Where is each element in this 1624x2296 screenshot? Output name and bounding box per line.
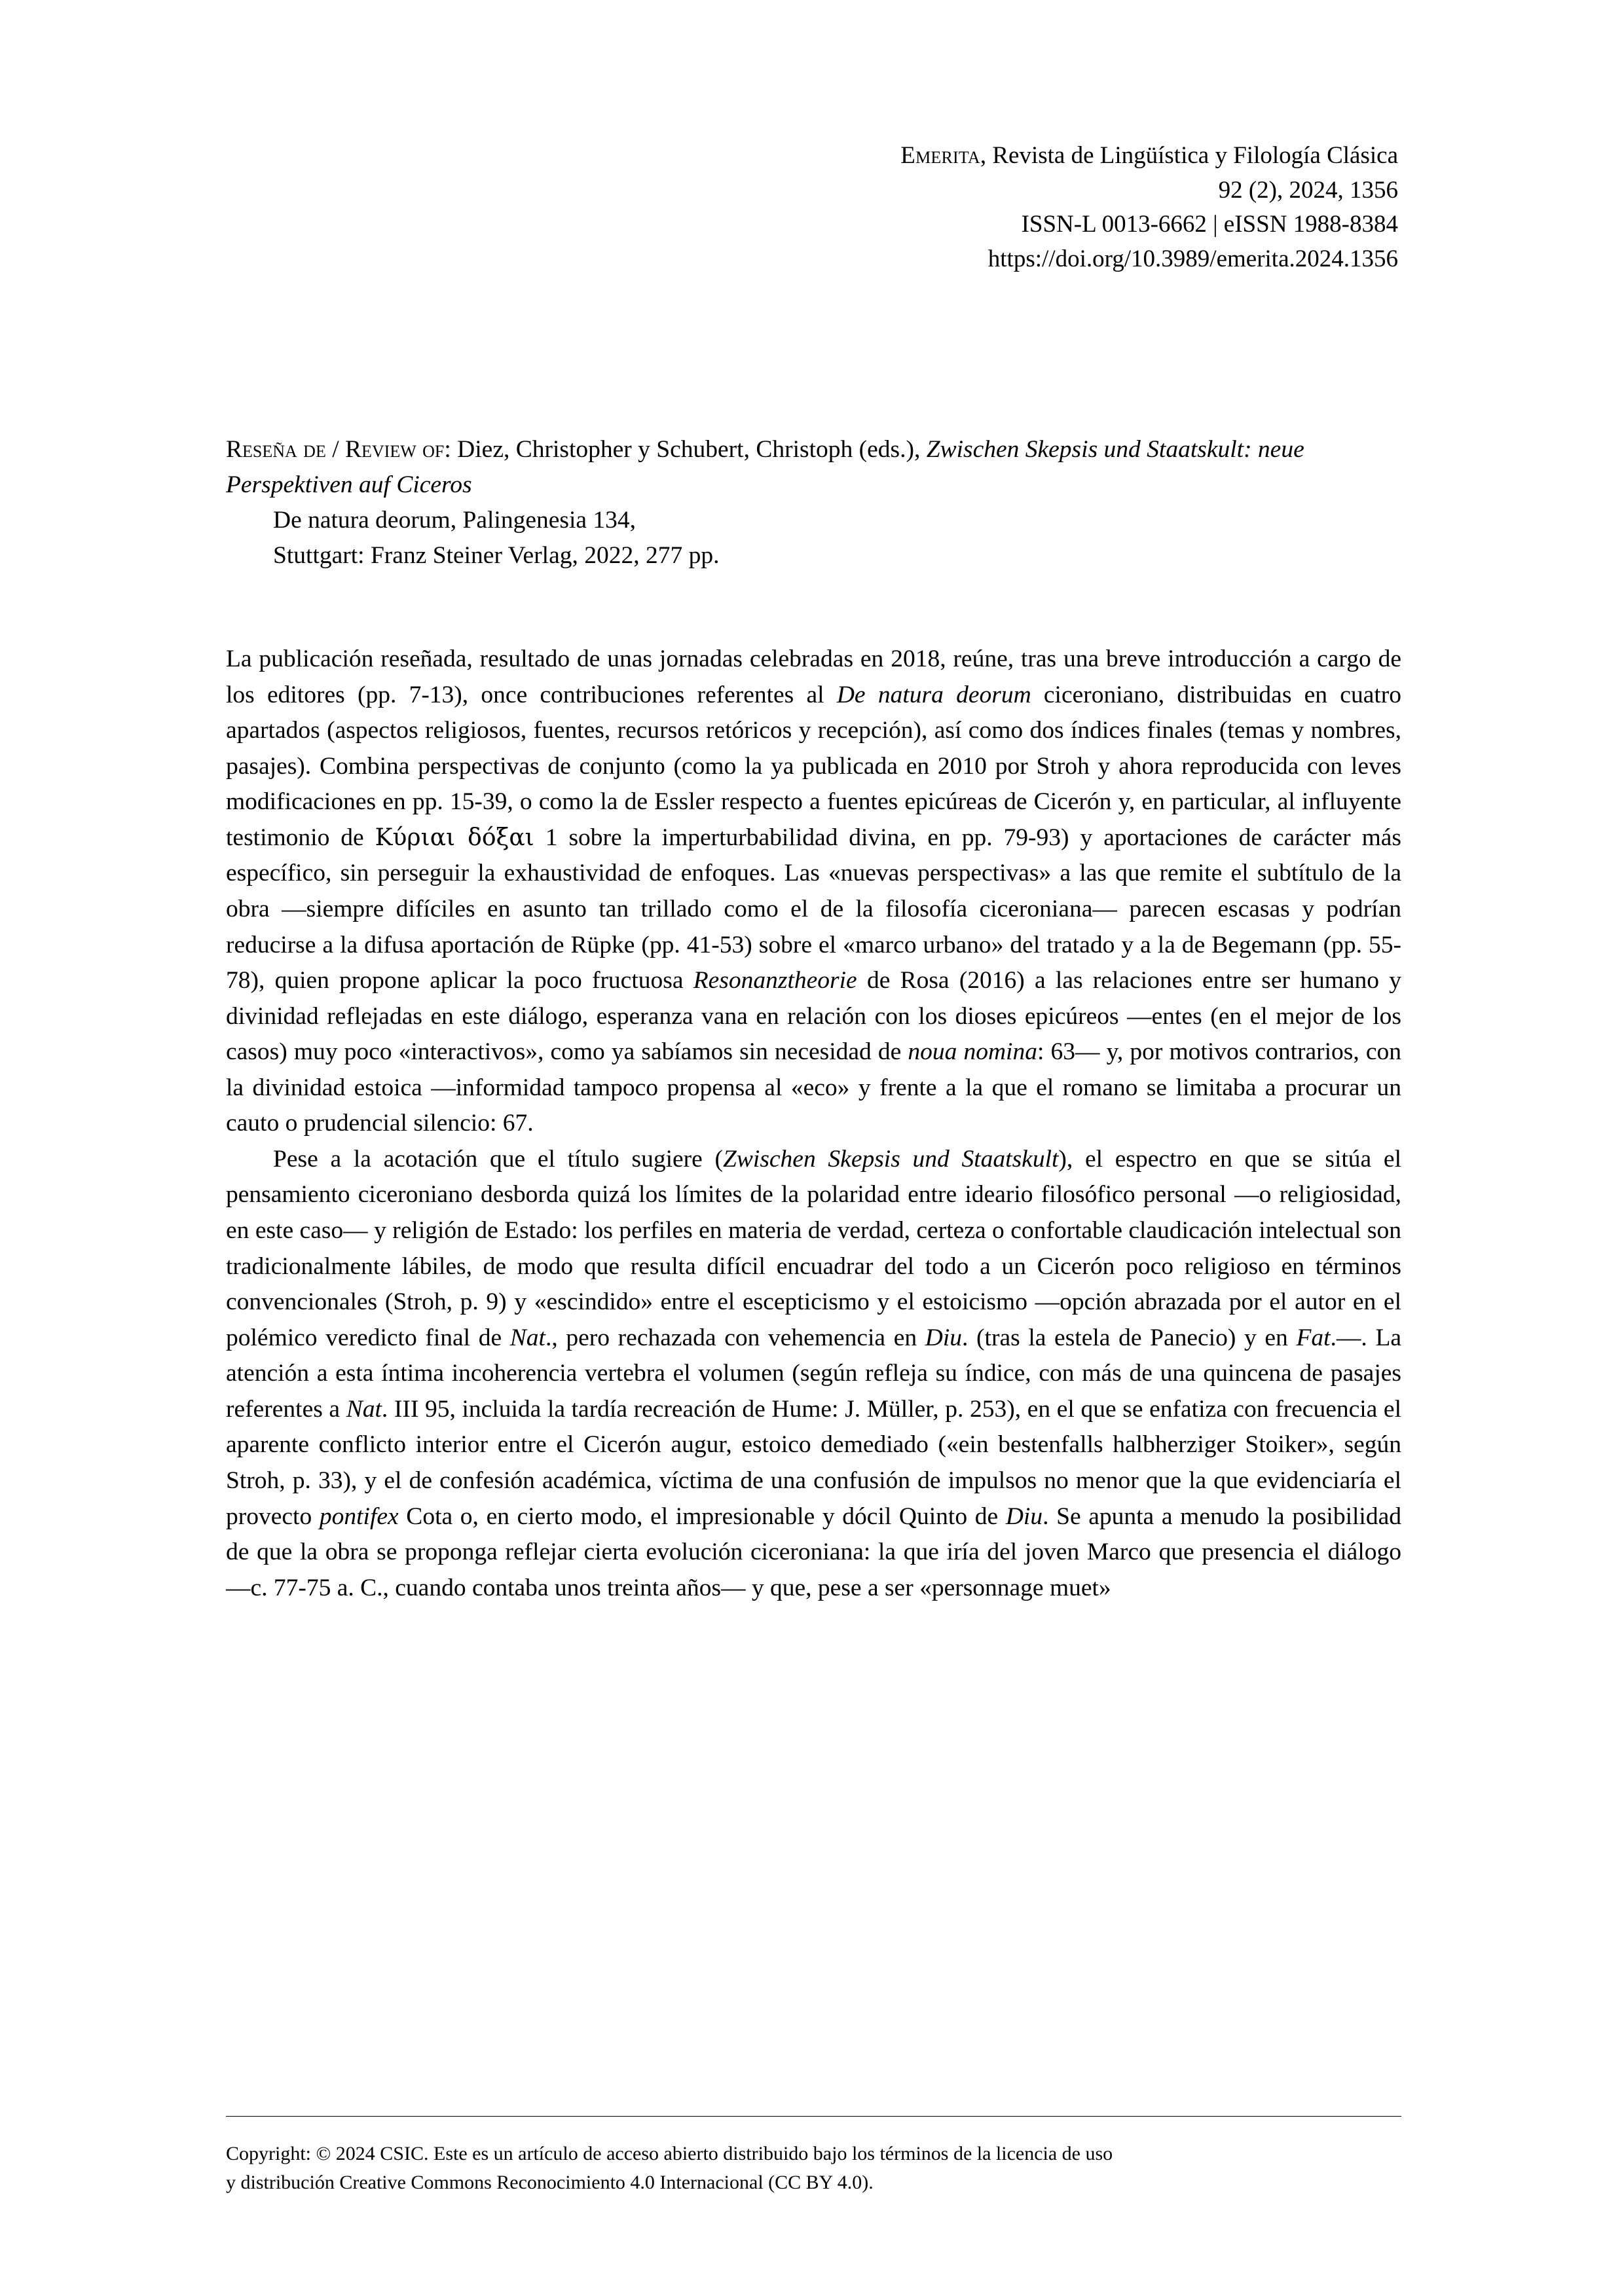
review-body [226,642,1401,1606]
p1-seg-d: de Rosa (2016) a las relaciones entre ser humano y divinidad reflejadas en este diálogo, esperanza vana en relación con los dioses epicúreos —entes (en el mejor de los casos) muy poco «interactivos», como ya sabíamos sin necesidad de [226,967,1401,1066]
copyright-line-1: Copyright: © 2024 CSIC. Este es un artículo de acceso abierto distribuido bajo los términos de la licencia de uso [226,2143,1113,2164]
p1-italic-resonanztheorie: Resonanztheorie [693,967,857,994]
review-label-es: Reseña de [226,436,326,463]
paragraph-2 [226,1142,1401,1606]
review-heading [226,432,1398,574]
copyright-line-2: y distribución Creative Commons Reconocimiento 4.0 Internacional (CC BY 4.0). [226,2171,874,2193]
p2-seg-b: ), el espectro en que se sitúa el pensamiento ciceroniano desborda quizá los límites de la polaridad entre ideario filosófico personal —o religiosidad, en este caso— y religión de Estado: los perfiles en materia de verdad, certeza o confortable claudicación intelectual son tradicionalmente lábiles, de modo que resulta difícil encuadrar del todo a un Cicerón poco religioso en términos convencionales (Stroh, p. 9) y «escindido» entre el escepticismo y el estoicismo —opción abrazada por el autor en el polémico veredicto final de [226,1145,1401,1351]
p2-italic-zwischen: Zwischen Skepsis und Staatskult [723,1145,1059,1173]
review-heading-line-2 [226,503,1398,538]
p2-seg-e: .—. La atención a esta íntima incoherencia vertebra el volumen (según refleja su índice, con más de una quincena de pasajes referentes a [226,1324,1401,1423]
p1-seg-e: : 63— y, por motivos contrarios, con la divinidad estoica —informidad tampoco propensa al «eco» y frente a la que el romano se limitaba a procurar un cauto o prudencial silencio: 67. [226,1038,1402,1137]
p2-seg-a: Pese a la acotación que el título sugiere ( [273,1145,724,1173]
p2-italic-nat-1: Nat [509,1324,545,1351]
masthead-issue: 92 (2), 2024, 1356 [1218,176,1398,204]
p2-seg-g: Cota o, en cierto modo, el impresionable y dócil Quinto de [398,1503,1006,1530]
footer-divider [226,2116,1401,2117]
p2-seg-h: . Se apunta a menudo la posibilidad de que la obra se proponga reflejar cierta evolución ciceroniana: la que iría del joven Marco que presencia el diálogo —c. 77-75 a. C., cuando contaba unos treinta años— y que, pese a ser «personnage muet» [226,1503,1402,1601]
review-heading-line-1 [226,432,1398,503]
p1-italic-nouanomina: noua nomina [908,1038,1037,1066]
p2-italic-diu-1: Diu [925,1324,963,1351]
review-title-italic: Zwischen Skepsis und Staatskult: neue Perspektiven auf Ciceros [226,436,1304,498]
review-label-colon: : [444,436,458,463]
review-heading-line-3 [226,538,1398,574]
p2-italic-diu-2: Diu [1005,1503,1043,1530]
review-title-roman: De natura deorum [273,507,451,534]
p1-greek-kyriai-doxai: Κύριαι δόξαι [375,824,534,851]
masthead-journal-line [573,139,1398,173]
masthead-issn: ISSN-L 0013-6662 | eISSN 1988-8384 [1021,211,1398,238]
p2-seg-c: ., pero rechazada con vehemencia en [545,1324,925,1351]
p2-italic-nat-2: Nat [346,1395,382,1423]
journal-masthead [573,139,1398,276]
paragraph-1 [226,642,1401,1142]
p1-seg-a: La publicación reseñada, resultado de unas jornadas celebradas en 2018, reúne, tras una breve introducción a cargo de los editores (pp. 7-13), once contribuciones referentes al [226,646,1401,708]
p2-seg-d: . (tras la estela de Panecio) y en [962,1324,1297,1351]
review-imprint: Stuttgart: Franz Steiner Verlag, 2022, 277 pp. [273,542,720,569]
review-label-en: Review of [345,436,445,463]
review-series: , Palingenesia 134, [450,507,637,534]
journal-subtitle: , Revista de Lingüística y Filología Clásica [980,142,1398,169]
journal-name: Emerita [900,142,980,169]
p2-seg-f: . III 95, incluida la tardía recreación de Hume: J. Müller, p. 253), en el que se enfatiza con frecuencia el aparente conflicto interior entre el Cicerón augur, estoico demediado («ein bestenfalls halbherziger Stoiker», según Stroh, p. 33), y el de confesión académica, víctima de una confusión de impulsos no menor que la que evidenciaría el provecto [226,1395,1401,1530]
copyright-notice [226,2140,1411,2196]
p2-italic-fat: Fat [1296,1324,1331,1351]
p1-seg-b: ciceroniano, distribuidas en cuatro apartados (aspectos religiosos, fuentes, recursos retóricos y recepción), así como dos índices finales (temas y nombres, pasajes). Combina perspectivas de conjunto (como la ya publicada en 2010 por Stroh y ahora reproducida con leves modificaciones en pp. 15-39, o como la de Essler respecto a fuentes epicúreas de Cicerón y, en particular, al influyente testimonio de [226,681,1402,851]
review-editors: Diez, Christopher y Schubert, Christoph (eds.), [457,436,927,463]
masthead-doi[interactable]: https://doi.org/10.3989/emerita.2024.1356 [987,245,1398,272]
p1-italic-denatura: De natura deorum [836,681,1031,708]
p2-italic-pontifex: pontifex [319,1503,399,1530]
review-label-separator: / [325,436,345,463]
p1-seg-c: 1 sobre la imperturbabilidad divina, en pp. 79-93) y aportaciones de carácter más específico, sin perseguir la exhaustividad de enfoques. Las «nuevas perspectivas» a las que remite el subtítulo de la obra —siempre difíciles en asunto tan trillado como el de la filosofía ciceroniana— parecen escasas y podrían reducirse a la difusa aportación de Rüpke (pp. 41-53) sobre el «marco urbano» del tratado y a la de Begemann (pp. 55-78), quien propone aplicar la poco fructuosa [226,824,1401,994]
